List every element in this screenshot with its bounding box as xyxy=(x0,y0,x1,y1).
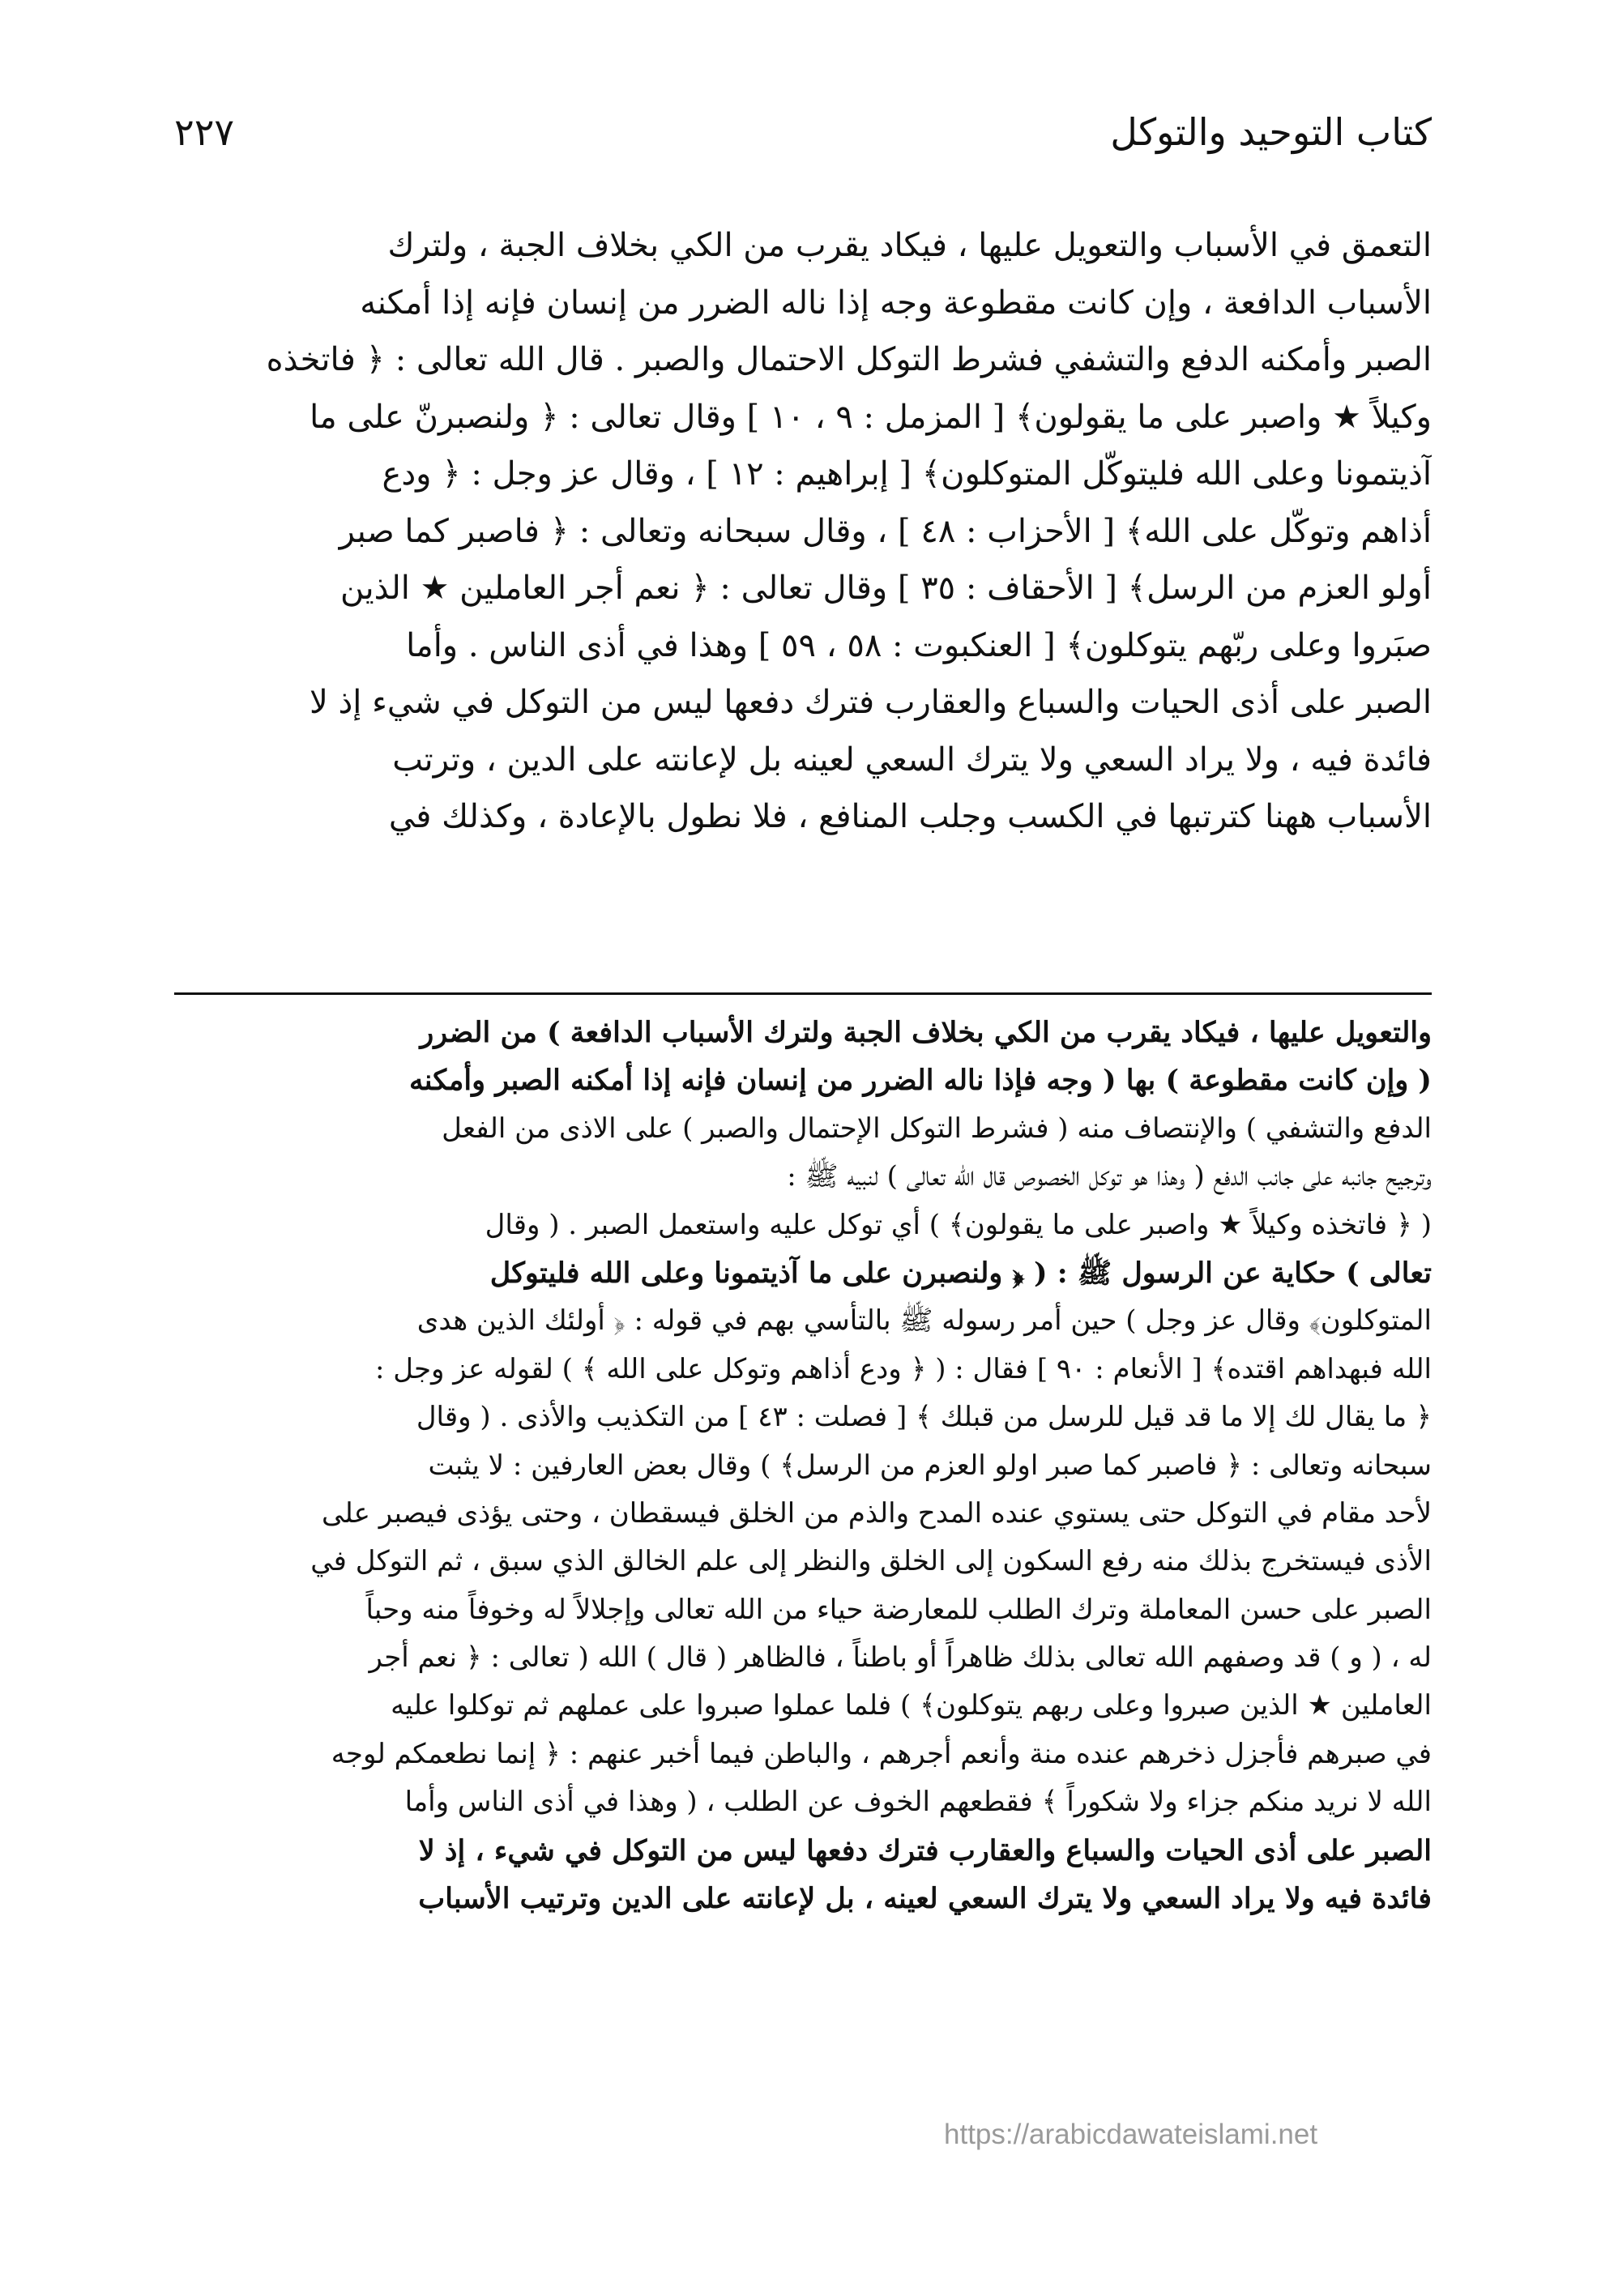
commentary-line: ( وإن كانت مقطوعة ) بها ( وجه فإذا ناله الضرر من إنسان فإنه إذا أمكنه الصبر وأمكنه xyxy=(409,1064,1432,1098)
commentary-line: الصبر على حسن المعاملة وترك الطلب للمعارضة حياء من الله تعالى وإجلالاً له وخوفاً منه وحباً xyxy=(365,1593,1432,1626)
main-text-line: أولو العزم من الرسل﴾ [ الأحقاف : ٣٥ ] وقال تعالى : ﴿ نعم أجر العاملين ★ الذين xyxy=(340,570,1432,607)
commentary-line: في صبرهم فأجزل ذخرهم عنده منة وأنعم أجرهم ، والباطن فيما أخبر عنهم : ﴿ إنما نطعمكم لوجه xyxy=(331,1737,1432,1770)
commentary-line: الصبر على أذى الحيات والسباع والعقارب فترك دفعها ليس من التوكل في شيء ، إذ لا xyxy=(418,1833,1432,1867)
commentary-line: الأذى فيستخرج بذلك منه رفع السكون إلى الخلق والنظر إلى علم الخالق الذي سبق ، ثم التوكل في xyxy=(310,1545,1432,1578)
commentary-line: والتعويل عليها ، فيكاد يقرب من الكي بخلاف الجبة ولترك الأسباب الدافعة ) من الضرر xyxy=(420,1016,1432,1049)
commentary-line: المتوكلون﴾ وقال عز وجل ) حين أمر رسوله ﷺ بالتأسي بهم في قوله : ﴿ أولئك الذين هدى xyxy=(416,1304,1432,1338)
commentary-line: تعالى ) حكاية عن الرسول ﷺ : ( ﴿ ولنصبرن على ما آذيتمونا وعلى الله فليتوكل xyxy=(489,1256,1432,1290)
commentary-line: ﴿ ما يقال لك إلا ما قد قيل للرسل من قبلك ﴾ [ فصلت : ٤٣ ] من التكذيب والأذى . ( وقال xyxy=(416,1401,1432,1434)
commentary-line: وترجيح جانبه على جانب الدفع ( وهذا هو توكل الخصوص قال الله تعالى ) لنبيه ﷺ : xyxy=(787,1160,1432,1193)
main-text-line: فائدة فيه ، ولا يراد السعي ولا يترك السعي لعينه بل لإعانته على الدين ، وترتب xyxy=(392,740,1432,779)
commentary-line: له ، ( و ) قد وصفهم الله تعالى بذلك ظاهراً أو باطناً ، فالظاهر ( قال ) الله ( تعالى : ﴿ نعم أجر xyxy=(369,1641,1432,1675)
main-text-block xyxy=(174,217,1432,846)
main-text-line: الأسباب ههنا كترتبها في الكسب وجلب المنافع ، فلا نطول بالإعادة ، وكذلك في xyxy=(388,798,1432,835)
watermark-url: https://arabicdawateislami.net xyxy=(944,2119,1318,2150)
main-text-line: التعمق في الأسباب والتعويل عليها ، فيكاد يقرب من الكي بخلاف الجبة ، ولترك xyxy=(387,227,1432,264)
commentary-line: فائدة فيه ولا يراد السعي ولا يترك السعي لعينه ، بل لإعانته على الدين وترتيب الأسباب xyxy=(418,1882,1432,1916)
page-number: ٢٢٧ xyxy=(174,110,235,154)
commentary-block xyxy=(174,1009,1432,1923)
section-divider xyxy=(174,992,1432,995)
commentary-line: الله لا نريد منكم جزاء ولا شكوراً ﴾ فقطعهم الخوف عن الطلب ، ( وهذا في أذى الناس وأما xyxy=(404,1786,1432,1819)
commentary-line: الدفع والتشفي ) والإنتصاف منه ( فشرط التوكل الإحتمال والصبر ) على الاذى من الفعل xyxy=(442,1112,1432,1145)
commentary-line: لأحد مقام في التوكل حتى يستوي عنده المدح والذم من الخلق فيسقطان ، وحتى يؤذى فيصبر على xyxy=(322,1496,1432,1530)
commentary-line: العاملين ★ الذين صبروا وعلى ربهم يتوكلون﴾ ) فلما عملوا صبروا على عملهم ثم توكلوا عليه xyxy=(391,1689,1432,1722)
main-text-line: الصبر على أذى الحيات والسباع والعقارب فترك دفعها ليس من التوكل في شيء إذ لا xyxy=(309,684,1432,721)
main-text-line: أذاهم وتوكّل على الله﴾ [ الأحزاب : ٤٨ ] ، وقال سبحانه وتعالى : ﴿ فاصبر كما صبر xyxy=(339,512,1432,550)
running-title: كتاب التوحيد والتوكل xyxy=(1110,110,1432,154)
main-text-line: آذيتمونا وعلى الله فليتوكّل المتوكلون﴾ [ إبراهيم : ١٢ ] ، وقال عز وجل : ﴿ ودع xyxy=(382,455,1432,493)
main-text-line: الصبر وأمكنه الدفع والتشفي فشرط التوكل الاحتمال والصبر . قال الله تعالى : ﴿ فاتخذه xyxy=(266,341,1432,378)
page-header xyxy=(174,104,1432,169)
commentary-line: ( ﴿ فاتخذه وكيلاً ★ واصبر على ما يقولون﴾ ) أي توكل عليه واستعمل الصبر . ( وقال xyxy=(485,1208,1432,1241)
main-text-line: صبَروا وعلى ربّهم يتوكلون﴾ [ العنكبوت : ٥٨ ، ٥٩ ] وهذا في أذى الناس . وأما xyxy=(406,626,1432,664)
main-text-line: الأسباب الدافعة ، وإن كانت مقطوعة وجه إذا ناله الضرر من إنسان فإنه إذا أمكنه xyxy=(360,284,1432,322)
commentary-line: الله فبهداهم اقتده﴾ [ الأنعام : ٩٠ ] فقال : ( ﴿ ودع أذاهم وتوكل على الله ﴾ ) لقوله عز وجل : xyxy=(375,1352,1432,1385)
main-text-line: وكيلاً ★ واصبر على ما يقولون﴾ [ المزمل : ٩ ، ١٠ ] وقال تعالى : ﴿ ولنصبرنّ على ما xyxy=(310,398,1432,436)
commentary-line: سبحانه وتعالى : ﴿ فاصبر كما صبر اولو العزم من الرسل﴾ ) وقال بعض العارفين : لا يثبت xyxy=(428,1449,1432,1482)
